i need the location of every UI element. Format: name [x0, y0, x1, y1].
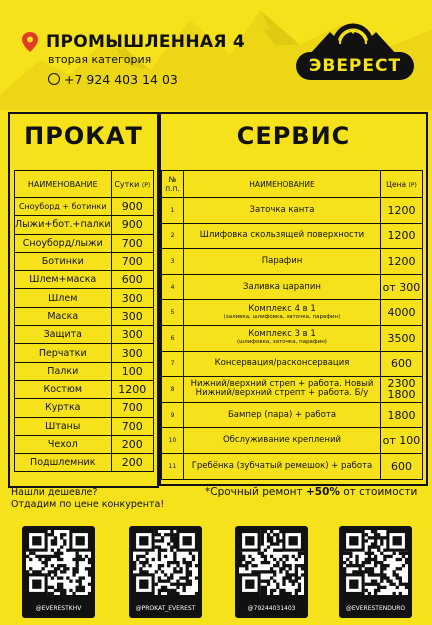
rental-item-name: Перчатки: [15, 344, 112, 362]
qr-label: @EVERESTKHV: [35, 605, 82, 612]
service-col-name: НАИМЕНОВАНИЕ: [184, 171, 381, 198]
service-item-name: Обслуживание креплений: [184, 428, 381, 454]
qr-label: @PROKAT_EVEREST: [135, 605, 196, 612]
rental-item-price: 700: [111, 399, 153, 417]
phone-number: +7 924 403 14 03: [64, 72, 178, 87]
service-row: [162, 249, 423, 275]
rental-row: [15, 271, 154, 289]
rental-table: [14, 170, 154, 472]
service-item-name: Комплекс 3 в 1 (шлифовка, заточка, парафин): [184, 325, 381, 351]
service-item-price: 3500: [381, 325, 423, 351]
phone-line: [48, 72, 178, 87]
rental-item-name: Шлем: [15, 289, 112, 307]
rental-header-row: [15, 171, 154, 198]
rental-row: [15, 216, 154, 234]
service-item-name: Парафин: [184, 249, 381, 275]
rental-item-name: Палки: [15, 362, 112, 380]
rental-item-price: 1200: [111, 380, 153, 398]
rental-row: [15, 362, 154, 380]
rental-item-name: Ботинки: [15, 252, 112, 270]
rental-row: [15, 326, 154, 344]
rental-item-name: Сноуборд/лыжи: [15, 234, 112, 252]
rental-item-name: Куртка: [15, 399, 112, 417]
rental-title: ПРОКАТ: [24, 122, 143, 150]
cheaper-line-2: Отдадим по цене конкурента!: [11, 499, 165, 510]
service-item-num: 9: [162, 402, 184, 428]
service-item-price: 1800: [381, 402, 423, 428]
service-header-row: [162, 171, 423, 198]
service-row: [162, 198, 423, 224]
service-row: [162, 274, 423, 300]
rental-item-name: Сноуборд + ботинки: [15, 198, 112, 216]
qr-card-3[interactable]: [235, 526, 308, 618]
service-item-price: 600: [381, 453, 423, 479]
service-item-name: Шлифовка скользящей поверхности: [184, 223, 381, 249]
service-item-price: 600: [381, 351, 423, 377]
rental-item-name: Штаны: [15, 417, 112, 435]
service-item-price: 2300 1800: [381, 377, 423, 403]
rental-row: [15, 252, 154, 270]
cheaper-line-1: Нашли дешевле?: [11, 487, 98, 498]
service-row: [162, 402, 423, 428]
qr-label: @EVERESTENDURO: [345, 605, 406, 612]
service-item-price: 1200: [381, 223, 423, 249]
rental-item-price: 300: [111, 289, 153, 307]
rental-item-price: 700: [111, 417, 153, 435]
location-pin-icon: [22, 32, 38, 52]
service-item-num: 7: [162, 351, 184, 377]
service-item-num: 1: [162, 198, 184, 224]
qr-label: @79244031403: [247, 605, 296, 612]
rental-row: [15, 380, 154, 398]
rental-item-price: 600: [111, 271, 153, 289]
service-col-price: Цена (Р): [381, 171, 423, 198]
cheaper-note: [11, 487, 164, 511]
rental-row: [15, 435, 154, 453]
service-row: [162, 428, 423, 454]
qr-card-1[interactable]: [22, 526, 95, 618]
service-row: [162, 300, 423, 326]
service-item-num: 4: [162, 274, 184, 300]
rental-item-name: Защита: [15, 326, 112, 344]
rental-item-price: 300: [111, 307, 153, 325]
service-row: [162, 377, 423, 403]
service-row: [162, 325, 423, 351]
rental-col-name: НАИМЕНОВАНИЕ: [15, 171, 112, 198]
service-item-num: 5: [162, 300, 184, 326]
rental-row: [15, 399, 154, 417]
rental-item-price: 300: [111, 326, 153, 344]
rental-row: [15, 417, 154, 435]
service-item-name: Нижний/верхний стреп + работа. Новый Нижний/верхний стрепт + работа. Б/у: [184, 377, 381, 403]
service-item-num: 2: [162, 223, 184, 249]
service-col-num: № п.п.: [162, 171, 184, 198]
service-item-num: 11: [162, 453, 184, 479]
rental-item-name: Маска: [15, 307, 112, 325]
street-address: ПРОМЫШЛЕННАЯ 4: [46, 32, 246, 52]
qr-code-icon: [133, 530, 198, 595]
rental-row: [15, 307, 154, 325]
category-label: вторая категория: [48, 53, 152, 66]
service-item-name: Бампер (пара) + работа: [184, 402, 381, 428]
rental-row: [15, 234, 154, 252]
rental-row: [15, 198, 154, 216]
service-item-num: 3: [162, 249, 184, 275]
qr-card-4[interactable]: [339, 526, 412, 618]
rental-item-name: Чехол: [15, 435, 112, 453]
service-item-name: Заливка царапин: [184, 274, 381, 300]
service-item-price: от 300: [381, 274, 423, 300]
service-item-num: 8: [162, 377, 184, 403]
service-item-num: 10: [162, 428, 184, 454]
rental-item-name: Костюм: [15, 380, 112, 398]
whatsapp-icon: [48, 73, 60, 85]
qr-code-icon: [26, 530, 91, 595]
rental-item-price: 700: [111, 234, 153, 252]
service-item-price: от 100: [381, 428, 423, 454]
urgent-note: *Срочный ремонт +50% от стоимости: [205, 486, 418, 498]
qr-card-2[interactable]: [129, 526, 202, 618]
rental-item-price: 200: [111, 435, 153, 453]
rental-item-name: Подшлемник: [15, 454, 112, 472]
service-table: [161, 170, 423, 480]
service-item-price: 4000: [381, 300, 423, 326]
service-row: [162, 453, 423, 479]
service-row: [162, 351, 423, 377]
rental-item-price: 900: [111, 198, 153, 216]
rental-row: [15, 344, 154, 362]
service-row: [162, 223, 423, 249]
service-item-name: Заточка канта: [184, 198, 381, 224]
qr-code-icon: [239, 530, 304, 595]
qr-code-icon: [343, 530, 408, 595]
service-item-name: Гребёнка (зубчатый ремешок) + работа: [184, 453, 381, 479]
rental-row: [15, 289, 154, 307]
service-item-name: Консервация/расконсервация: [184, 351, 381, 377]
service-item-price: 1200: [381, 198, 423, 224]
service-title: СЕРВИС: [236, 122, 351, 150]
service-item-name: Комплекс 4 в 1 (заливка, шлифовка, заточка, парафин): [184, 300, 381, 326]
logo-wordmark: ЭВЕРЕСТ: [296, 52, 414, 80]
rental-item-name: Шлем+маска: [15, 271, 112, 289]
rental-row: [15, 454, 154, 472]
rental-item-price: 300: [111, 344, 153, 362]
rental-item-price: 700: [111, 252, 153, 270]
rental-item-price: 100: [111, 362, 153, 380]
service-item-num: 6: [162, 325, 184, 351]
service-item-price: 1200: [381, 249, 423, 275]
rental-item-price: 900: [111, 216, 153, 234]
rental-item-price: 200: [111, 454, 153, 472]
rental-item-name: Лыжи+бот.+палки: [15, 216, 112, 234]
rental-col-price: Сутки (Р): [111, 171, 153, 198]
